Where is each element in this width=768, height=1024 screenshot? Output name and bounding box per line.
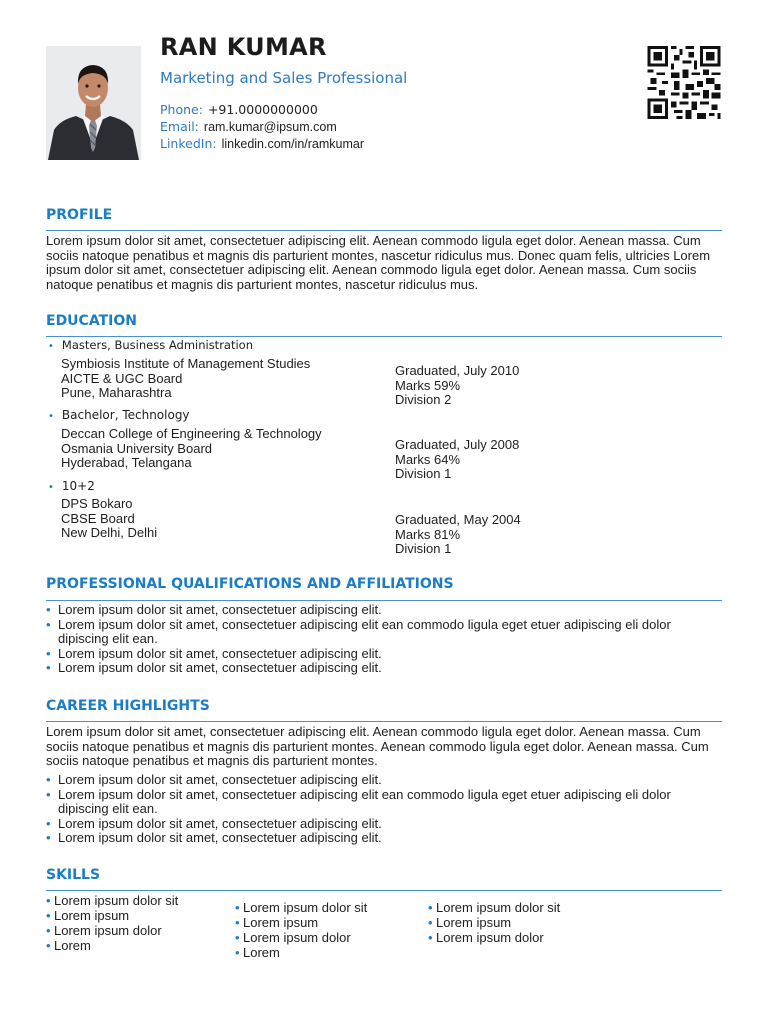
list-item: • Lorem ipsum dolor sit amet, consectetuer adipiscing elit ean commodo ligula eget etuer adipiscing eli dolor dipiscing elit ean.	[46, 618, 706, 647]
profile-photo	[46, 46, 141, 160]
section-divider	[46, 890, 722, 891]
email-label: Email:	[160, 119, 199, 134]
candidate-name: RAN KUMAR	[160, 33, 327, 61]
education-board: AICTE & UGC Board	[61, 370, 183, 386]
skill-item: • Lorem ipsum	[235, 915, 415, 930]
education-details	[61, 427, 322, 471]
education-graduated: Graduated, July 2010	[395, 363, 520, 378]
education-institution: Symbiosis Institute of Management Studies	[61, 356, 311, 371]
linkedin-label: LinkedIn:	[160, 136, 217, 151]
contact-linkedin	[160, 136, 364, 151]
skill-item: • Lorem ipsum dolor	[428, 930, 608, 945]
qr-code	[646, 46, 722, 119]
education-institution: Deccan College of Engineering & Technology	[61, 426, 322, 441]
section-title-education: EDUCATION	[46, 313, 137, 329]
profile-text: Lorem ipsum dolor sit amet, consectetuer adipiscing elit. Aenean commodo ligula eget dolor. Aenean massa. Cum sociis natoque penatibus et magnis dis parturient montes, nascetur ridiculus mus. Donec quam felis, ultricies Lorem ipsum dolor sit amet, consectetuer adipiscing elit. Aenean commodo ligula eget dolor. Aenean massa. Cum sociis natoque penatibus et magnis dis parturient montes, nascetur ridiculus mus.	[46, 233, 711, 292]
section-divider	[46, 721, 722, 722]
section-divider	[46, 336, 722, 337]
list-item: • Lorem ipsum dolor sit amet, consectetuer adipiscing elit ean commodo ligula eget etuer adipiscing eli dolor dipiscing elit ean.	[46, 788, 706, 817]
section-title-qualifications: PROFESSIONAL QUALIFICATIONS AND AFFILIATIONS	[46, 576, 454, 592]
career-list	[46, 773, 706, 846]
education-location: Hyderabad, Telangana	[61, 455, 192, 471]
list-item: • Lorem ipsum dolor sit amet, consectetuer adipiscing elit.	[46, 661, 706, 676]
skill-item: • Lorem ipsum	[46, 908, 226, 923]
education-degree: • 10+2	[48, 479, 95, 493]
education-division: Division 1	[395, 541, 452, 557]
education-marks: Marks 64%	[395, 451, 461, 467]
portrait-image	[46, 46, 141, 160]
list-item: • Lorem ipsum dolor sit amet, consectetuer adipiscing elit.	[46, 603, 706, 618]
list-item: • Lorem ipsum dolor sit amet, consectetuer adipiscing elit.	[46, 647, 706, 662]
education-details	[61, 357, 310, 401]
education-details	[61, 497, 157, 541]
skill-item: • Lorem ipsum dolor	[235, 930, 415, 945]
education-board: CBSE Board	[61, 510, 135, 526]
section-divider	[46, 230, 722, 231]
skill-item: • Lorem	[46, 938, 226, 953]
qualifications-list	[46, 603, 706, 676]
section-title-career: CAREER HIGHLIGHTS	[46, 698, 210, 714]
candidate-title: Marketing and Sales Professional	[160, 69, 408, 87]
education-degree: • Masters, Business Administration	[48, 338, 253, 352]
skill-item: • Lorem ipsum dolor sit	[235, 900, 415, 915]
skill-item: • Lorem ipsum dolor sit	[428, 900, 608, 915]
skill-item: • Lorem ipsum dolor sit	[46, 893, 226, 908]
education-result	[395, 364, 519, 408]
education-board: Osmania University Board	[61, 440, 212, 456]
section-title-skills: SKILLS	[46, 867, 101, 883]
education-graduated: Graduated, May 2004	[395, 512, 521, 527]
list-item: • Lorem ipsum dolor sit amet, consectetuer adipiscing elit.	[46, 773, 706, 788]
education-result	[395, 513, 521, 557]
linkedin-value[interactable]: linkedin.com/in/ramkumar	[221, 137, 365, 151]
skill-item: • Lorem ipsum	[428, 915, 608, 930]
skills-column	[428, 900, 608, 945]
skill-item: • Lorem	[235, 945, 415, 960]
education-graduated: Graduated, July 2008	[395, 437, 520, 452]
contact-email	[160, 119, 337, 134]
bullet-icon: •	[48, 341, 54, 352]
section-title-profile: PROFILE	[46, 207, 113, 223]
skills-column	[235, 900, 415, 960]
education-marks: Marks 81%	[395, 526, 461, 542]
section-divider	[46, 600, 722, 601]
list-item: • Lorem ipsum dolor sit amet, consectetuer adipiscing elit.	[46, 817, 706, 832]
education-division: Division 2	[395, 392, 452, 408]
bullet-icon: •	[48, 482, 54, 493]
education-institution: DPS Bokaro	[61, 496, 133, 511]
education-marks: Marks 59%	[395, 377, 461, 393]
education-location: Pune, Maharashtra	[61, 385, 172, 401]
education-result	[395, 438, 519, 482]
education-location: New Delhi, Delhi	[61, 525, 158, 541]
phone-label: Phone:	[160, 102, 203, 117]
education-degree: • Bachelor, Technology	[48, 408, 190, 422]
phone-value: +91.0000000000	[207, 102, 318, 117]
education-division: Division 1	[395, 466, 452, 482]
bullet-icon: •	[48, 411, 54, 422]
email-value[interactable]: ram.kumar@ipsum.com	[203, 120, 337, 134]
skills-column	[46, 893, 226, 953]
skill-item: • Lorem ipsum dolor	[46, 923, 226, 938]
contact-phone	[160, 102, 318, 117]
career-text: Lorem ipsum dolor sit amet, consectetuer adipiscing elit. Aenean commodo ligula eget dolor. Aenean massa. Cum sociis natoque penatibus et magnis dis parturient montes. Aenean commodo ligula eget dolor. Aenean massa. Cum sociis natoque penatibus et magnis dis parturient montes.	[46, 724, 709, 769]
list-item: • Lorem ipsum dolor sit amet, consectetuer adipiscing elit.	[46, 831, 706, 846]
